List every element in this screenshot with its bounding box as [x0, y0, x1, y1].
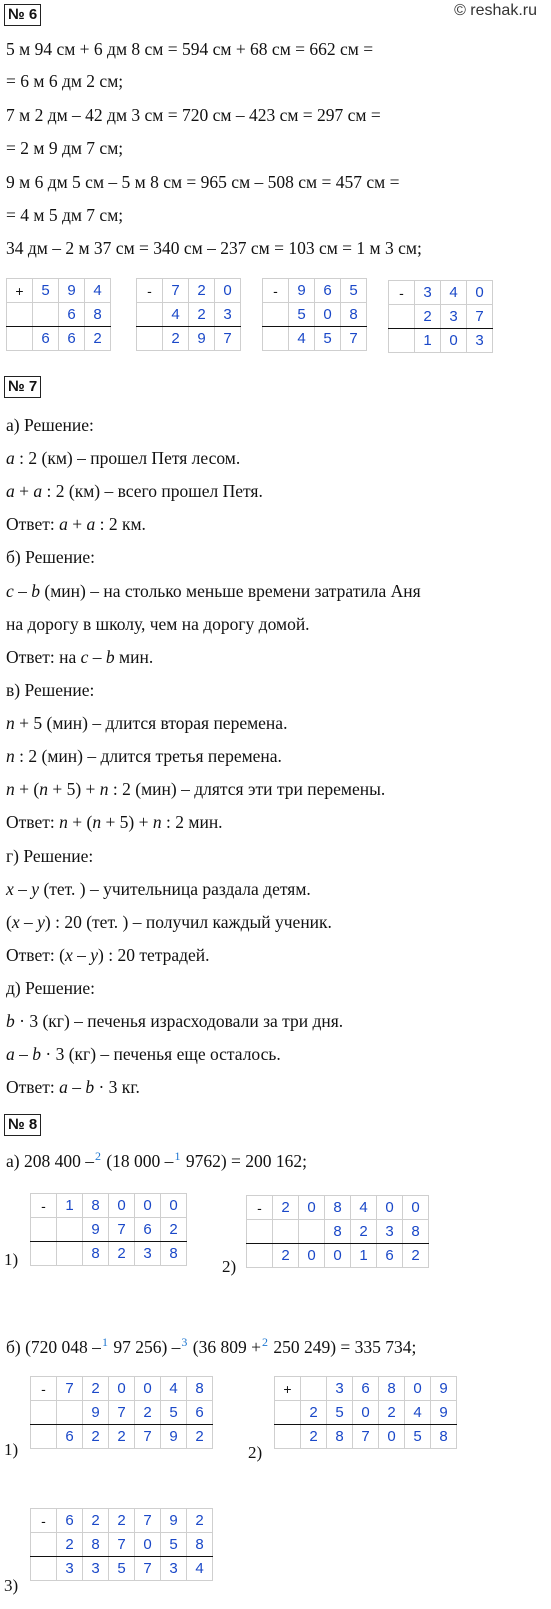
calc-digit: 2 — [379, 1401, 405, 1425]
calc-digit: 8 — [83, 1242, 109, 1266]
calc-digit: 3 — [415, 281, 441, 305]
calc-digit: 7 — [215, 327, 241, 351]
calc-digit: 9 — [431, 1377, 457, 1401]
calc-digit: 5 — [315, 327, 341, 351]
calc-digit: 9 — [59, 279, 85, 303]
calc-grid — [136, 278, 241, 351]
task-7-line: д) Решение: — [6, 978, 95, 998]
task-7-line: в) Решение: — [6, 680, 95, 700]
calc-digit: 4 — [289, 327, 315, 351]
calc-digit: 7 — [109, 1401, 135, 1425]
calc-digit: 2 — [187, 1509, 213, 1533]
calc-digit: 6 — [187, 1401, 213, 1425]
task-7-line: n + 5 (мин) – длится вторая перемена. — [6, 713, 288, 733]
calc-operator — [137, 327, 163, 351]
calc-digit: 2 — [403, 1244, 429, 1268]
calc-digit: 7 — [135, 1557, 161, 1581]
calc-digit: 4 — [161, 1377, 187, 1401]
calc-digit: 8 — [325, 1196, 351, 1220]
calc-digit: 8 — [161, 1242, 187, 1266]
task-7-line: x – y (тет. ) – учительница раздала детям. — [6, 879, 311, 899]
calc-grid — [30, 1193, 187, 1266]
calc-digit: 0 — [161, 1194, 187, 1218]
task-8-expression-a: а) 208 400 –$^2$ (18 000 –$^1$ 9762) = 200 162; — [6, 1149, 307, 1171]
task-6-line: 9 м 6 дм 5 см – 5 м 8 см = 965 см – 508 см = 457 см = — [6, 172, 400, 192]
calc-digit: 8 — [83, 1194, 109, 1218]
calc-digit: 3 — [83, 1557, 109, 1581]
task-7-line: a + a : 2 (км) – всего прошел Петя. — [6, 481, 263, 501]
calc-operator — [7, 327, 33, 351]
calc-operator — [31, 1533, 57, 1557]
calc-digit: 2 — [109, 1425, 135, 1449]
step-label: 1) — [4, 1440, 19, 1459]
calc-operator — [31, 1218, 57, 1242]
calc-grid — [274, 1376, 457, 1449]
calc-digit: 8 — [187, 1533, 213, 1557]
calc-digit: 8 — [327, 1425, 353, 1449]
calc-digit: 4 — [85, 279, 111, 303]
task-6-badge: № 6 — [4, 4, 41, 26]
calc-digit: 6 — [59, 303, 85, 327]
calc-digit: 5 — [109, 1557, 135, 1581]
calc-operator — [7, 303, 33, 327]
task-6-line: = 6 м 6 дм 2 см; — [6, 71, 124, 91]
task-7-line: а) Решение: — [6, 415, 94, 435]
calc-digit: 2 — [301, 1425, 327, 1449]
step-label: 2) — [248, 1443, 263, 1462]
calc-digit — [57, 1242, 83, 1266]
calc-operator — [31, 1425, 57, 1449]
calc-digit: 9 — [289, 279, 315, 303]
calc-digit: 7 — [135, 1509, 161, 1533]
calc-digit: 6 — [135, 1218, 161, 1242]
calc-grid — [6, 278, 111, 351]
column-calc — [274, 1376, 457, 1449]
calc-digit: 7 — [57, 1377, 83, 1401]
calc-digit: 2 — [273, 1244, 299, 1268]
calc-digit: 4 — [351, 1196, 377, 1220]
calc-digit: 5 — [289, 303, 315, 327]
column-calc — [30, 1508, 213, 1581]
calc-digit: 5 — [405, 1425, 431, 1449]
calc-digit: 6 — [377, 1244, 403, 1268]
calc-digit — [301, 1377, 327, 1401]
calc-digit: 3 — [467, 329, 493, 353]
calc-digit: 9 — [161, 1425, 187, 1449]
calc-operator — [31, 1242, 57, 1266]
task-7-line: Ответ: на c – b мин. — [6, 647, 154, 667]
site-watermark: © reshak.ru — [454, 2, 537, 19]
task-7-line: n : 2 (мин) – длится третья перемена. — [6, 746, 282, 766]
calc-digit: 6 — [353, 1377, 379, 1401]
calc-digit: 6 — [33, 327, 59, 351]
calc-operator — [275, 1401, 301, 1425]
calc-digit: 0 — [109, 1194, 135, 1218]
calc-operator — [31, 1401, 57, 1425]
calc-digit: 0 — [299, 1196, 325, 1220]
calc-digit: 1 — [351, 1244, 377, 1268]
calc-operator: - — [31, 1377, 57, 1401]
calc-digit: 8 — [85, 303, 111, 327]
calc-digit: 5 — [161, 1401, 187, 1425]
calc-digit: 3 — [161, 1557, 187, 1581]
calc-digit: 7 — [163, 279, 189, 303]
calc-digit: 2 — [187, 1425, 213, 1449]
calc-operator: + — [7, 279, 33, 303]
step-label: 2) — [222, 1257, 237, 1276]
calc-operator: - — [31, 1509, 57, 1533]
calc-digit: 6 — [315, 279, 341, 303]
calc-digit: 9 — [189, 327, 215, 351]
task-7-line: г) Решение: — [6, 846, 94, 866]
calc-operator — [263, 327, 289, 351]
calc-digit: 2 — [189, 303, 215, 327]
calc-digit — [299, 1220, 325, 1244]
calc-digit: 7 — [341, 327, 367, 351]
task-7-line: на дорогу в школу, чем на дорогу домой. — [6, 614, 310, 634]
task-7-line: c – b (мин) – на столько меньше времени затратила Аня — [6, 581, 421, 601]
calc-digit: 5 — [161, 1533, 187, 1557]
calc-grid — [30, 1508, 213, 1581]
calc-operator: - — [137, 279, 163, 303]
task-6-line: 34 дм – 2 м 37 см = 340 см – 237 см = 103 см = 1 м 3 см; — [6, 238, 422, 258]
calc-digit: 5 — [327, 1401, 353, 1425]
calc-digit: 0 — [405, 1377, 431, 1401]
task-8-badge: № 8 — [4, 1114, 41, 1136]
calc-digit: 5 — [33, 279, 59, 303]
calc-digit — [57, 1401, 83, 1425]
calc-digit: 2 — [57, 1533, 83, 1557]
column-calc — [262, 278, 367, 351]
task-7-badge: № 7 — [4, 376, 41, 398]
calc-digit: 2 — [109, 1509, 135, 1533]
calc-digit: 2 — [83, 1509, 109, 1533]
task-7-line: Ответ: a + a : 2 км. — [6, 514, 146, 534]
step-label: 1) — [4, 1250, 19, 1269]
column-calc — [30, 1193, 187, 1266]
calc-digit: 0 — [109, 1377, 135, 1401]
calc-grid — [246, 1195, 429, 1268]
calc-digit: 0 — [353, 1401, 379, 1425]
calc-digit: 0 — [135, 1194, 161, 1218]
calc-digit: 8 — [83, 1533, 109, 1557]
task-7-line: Ответ: n + (n + 5) + n : 2 мин. — [6, 812, 223, 832]
calc-digit: 2 — [163, 327, 189, 351]
calc-digit: 9 — [161, 1509, 187, 1533]
calc-digit: 8 — [341, 303, 367, 327]
calc-operator — [389, 329, 415, 353]
calc-digit: 8 — [379, 1377, 405, 1401]
calc-digit — [33, 303, 59, 327]
calc-digit: 0 — [441, 329, 467, 353]
calc-operator: + — [275, 1377, 301, 1401]
task-7-line: Ответ: a – b · 3 кг. — [6, 1077, 140, 1097]
column-calc — [246, 1195, 429, 1268]
calc-digit: 2 — [109, 1242, 135, 1266]
step-label: 3) — [4, 1576, 19, 1595]
calc-digit: 6 — [59, 327, 85, 351]
calc-digit: 0 — [299, 1244, 325, 1268]
calc-digit: 4 — [163, 303, 189, 327]
calc-digit: 0 — [377, 1196, 403, 1220]
calc-digit: 2 — [273, 1196, 299, 1220]
calc-digit: 6 — [57, 1425, 83, 1449]
calc-digit: 2 — [83, 1377, 109, 1401]
calc-operator — [137, 303, 163, 327]
calc-digit: 0 — [325, 1244, 351, 1268]
calc-digit: 2 — [415, 305, 441, 329]
column-calc — [388, 280, 493, 353]
calc-digit: 2 — [161, 1218, 187, 1242]
calc-digit: 9 — [83, 1401, 109, 1425]
task-6-line: = 2 м 9 дм 7 см; — [6, 138, 124, 158]
task-6-line: 5 м 94 см + 6 дм 8 см = 594 см + 68 см = 662 см = — [6, 39, 374, 59]
calc-digit: 7 — [135, 1425, 161, 1449]
calc-operator — [247, 1244, 273, 1268]
calc-digit: 2 — [85, 327, 111, 351]
calc-digit: 0 — [135, 1533, 161, 1557]
task-7-line: n + (n + 5) + n : 2 (мин) – длятся эти три перемены. — [6, 779, 386, 799]
calc-digit: 8 — [431, 1425, 457, 1449]
calc-grid — [30, 1376, 213, 1449]
calc-digit: 0 — [467, 281, 493, 305]
task-8-expression-b: б) (720 048 –$^1$ 97 256) –$^3$ (36 809 +$^2$ 250 249) = 335 734; — [6, 1335, 417, 1357]
calc-digit: 1 — [415, 329, 441, 353]
calc-operator — [389, 305, 415, 329]
task-7-line: б) Решение: — [6, 547, 95, 567]
calc-digit: 0 — [135, 1377, 161, 1401]
calc-digit: 2 — [351, 1220, 377, 1244]
calc-grid — [388, 280, 493, 353]
calc-digit: 0 — [403, 1196, 429, 1220]
calc-digit: 6 — [57, 1509, 83, 1533]
calc-digit — [273, 1220, 299, 1244]
calc-operator — [275, 1425, 301, 1449]
column-calc — [136, 278, 241, 351]
calc-digit: 2 — [135, 1401, 161, 1425]
calc-digit: 5 — [341, 279, 367, 303]
task-6-line: = 4 м 5 дм 7 см; — [6, 205, 124, 225]
calc-digit: 2 — [83, 1425, 109, 1449]
calc-digit: 7 — [109, 1533, 135, 1557]
task-7-line: a : 2 (км) – прошел Петя лесом. — [6, 448, 241, 468]
calc-digit: 8 — [187, 1377, 213, 1401]
calc-digit: 8 — [325, 1220, 351, 1244]
calc-digit: 3 — [135, 1242, 161, 1266]
calc-digit: 2 — [301, 1401, 327, 1425]
calc-digit: 7 — [467, 305, 493, 329]
column-calc — [30, 1376, 213, 1449]
calc-grid — [262, 278, 367, 351]
calc-digit: 3 — [377, 1220, 403, 1244]
calc-digit: 3 — [57, 1557, 83, 1581]
task-7-line: (x – y) : 20 (тет. ) – получил каждый ученик. — [6, 912, 332, 932]
calc-digit: 4 — [441, 281, 467, 305]
calc-operator — [31, 1557, 57, 1581]
calc-digit: 0 — [215, 279, 241, 303]
calc-digit: 7 — [109, 1218, 135, 1242]
calc-digit: 3 — [327, 1377, 353, 1401]
column-calc — [6, 278, 111, 351]
calc-operator: - — [247, 1196, 273, 1220]
calc-operator — [263, 303, 289, 327]
calc-digit: 8 — [403, 1220, 429, 1244]
calc-digit: 7 — [353, 1425, 379, 1449]
calc-digit: 9 — [431, 1401, 457, 1425]
calc-digit — [57, 1218, 83, 1242]
calc-operator: - — [389, 281, 415, 305]
task-7-line: Ответ: (x – y) : 20 тетрадей. — [6, 945, 210, 965]
calc-digit: 4 — [187, 1557, 213, 1581]
calc-operator — [247, 1220, 273, 1244]
task-7-line: b · 3 (кг) – печенья израсходовали за три дня. — [6, 1011, 344, 1031]
calc-digit: 2 — [189, 279, 215, 303]
task-6-line: 7 м 2 дм – 42 дм 3 см = 720 см – 423 см = 297 см = — [6, 105, 381, 125]
calc-operator: - — [31, 1194, 57, 1218]
calc-digit: 3 — [215, 303, 241, 327]
calc-digit: 4 — [405, 1401, 431, 1425]
calc-digit: 0 — [315, 303, 341, 327]
task-7-line: a – b · 3 (кг) – печенья еще осталось. — [6, 1044, 281, 1064]
calc-digit: 9 — [83, 1218, 109, 1242]
calc-digit: 1 — [57, 1194, 83, 1218]
calc-digit: 3 — [441, 305, 467, 329]
calc-operator: - — [263, 279, 289, 303]
calc-digit: 0 — [379, 1425, 405, 1449]
